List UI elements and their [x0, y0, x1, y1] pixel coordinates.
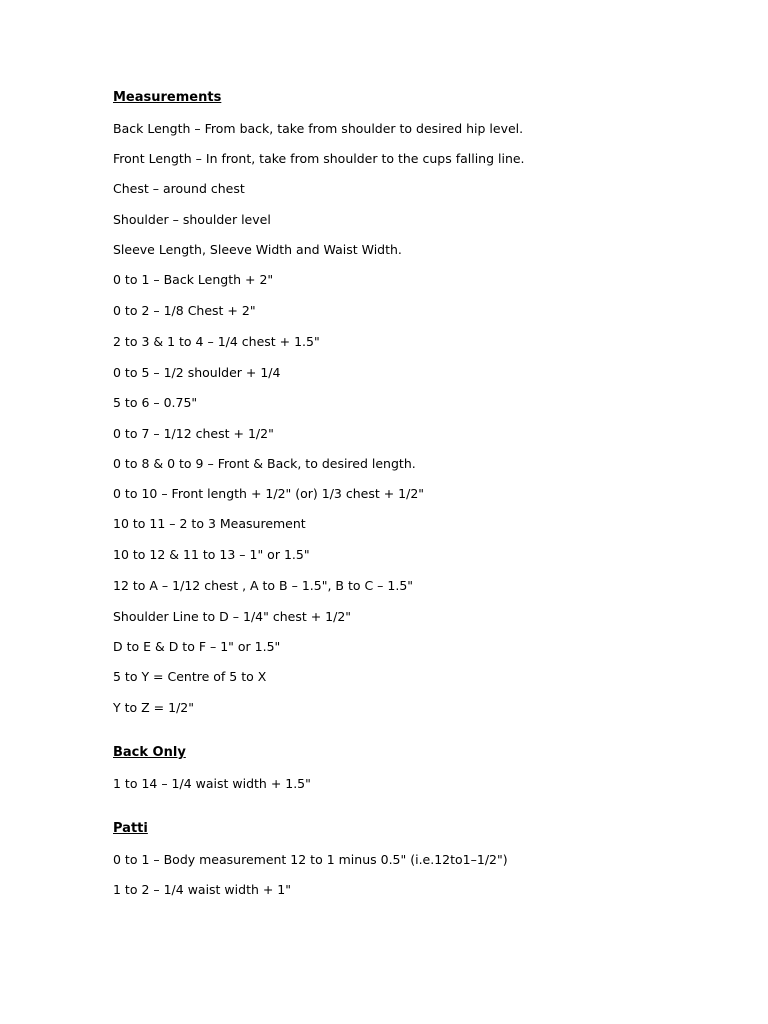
measurement-line: 0 to 7 – 1/12 chest + 1/2"	[113, 426, 274, 441]
measurement-line: 2 to 3 & 1 to 4 – 1/4 chest + 1.5"	[113, 334, 320, 349]
measurement-line: 0 to 8 & 0 to 9 – Front & Back, to desired length.	[113, 456, 416, 471]
measurement-line: Shoulder – shoulder level	[113, 212, 271, 227]
measurement-line: 5 to 6 – 0.75"	[113, 395, 198, 410]
back-only-line: 1 to 14 – 1/4 waist width + 1.5"	[113, 776, 311, 791]
measurement-line: 0 to 2 – 1/8 Chest + 2"	[113, 303, 256, 318]
measurement-line: 0 to 10 – Front length + 1/2" (or) 1/3 chest + 1/2"	[113, 486, 425, 501]
measurement-line: 5 to Y = Centre of 5 to X	[113, 669, 267, 684]
section-heading-patti: Patti	[113, 821, 148, 836]
patti-line: 1 to 2 – 1/4 waist width + 1"	[113, 882, 292, 897]
measurement-line: 12 to A – 1/12 chest , A to B – 1.5", B to C – 1.5"	[113, 578, 414, 593]
measurement-line: Back Length – From back, take from shoulder to desired hip level.	[113, 121, 524, 136]
measurement-line: 0 to 1 – Back Length + 2"	[113, 272, 274, 287]
section-heading-measurements: Measurements	[113, 90, 222, 105]
measurement-line: Front Length – In front, take from shoulder to the cups falling line.	[113, 151, 525, 166]
measurement-line: Y to Z = 1/2"	[113, 700, 194, 715]
measurement-line: Chest – around chest	[113, 181, 245, 196]
measurement-line: Sleeve Length, Sleeve Width and Waist Width.	[113, 242, 402, 257]
section-heading-back-only: Back Only	[113, 745, 186, 760]
measurement-line: 10 to 11 – 2 to 3 Measurement	[113, 516, 306, 531]
measurement-line: Shoulder Line to D – 1/4" chest + 1/2"	[113, 609, 352, 624]
patti-line: 0 to 1 – Body measurement 12 to 1 minus 0.5" (i.e.12to1–1/2")	[113, 852, 508, 867]
measurement-line: D to E & D to F – 1" or 1.5"	[113, 639, 281, 654]
measurement-line: 10 to 12 & 11 to 13 – 1" or 1.5"	[113, 547, 310, 562]
measurement-line: 0 to 5 – 1/2 shoulder + 1/4	[113, 365, 281, 380]
